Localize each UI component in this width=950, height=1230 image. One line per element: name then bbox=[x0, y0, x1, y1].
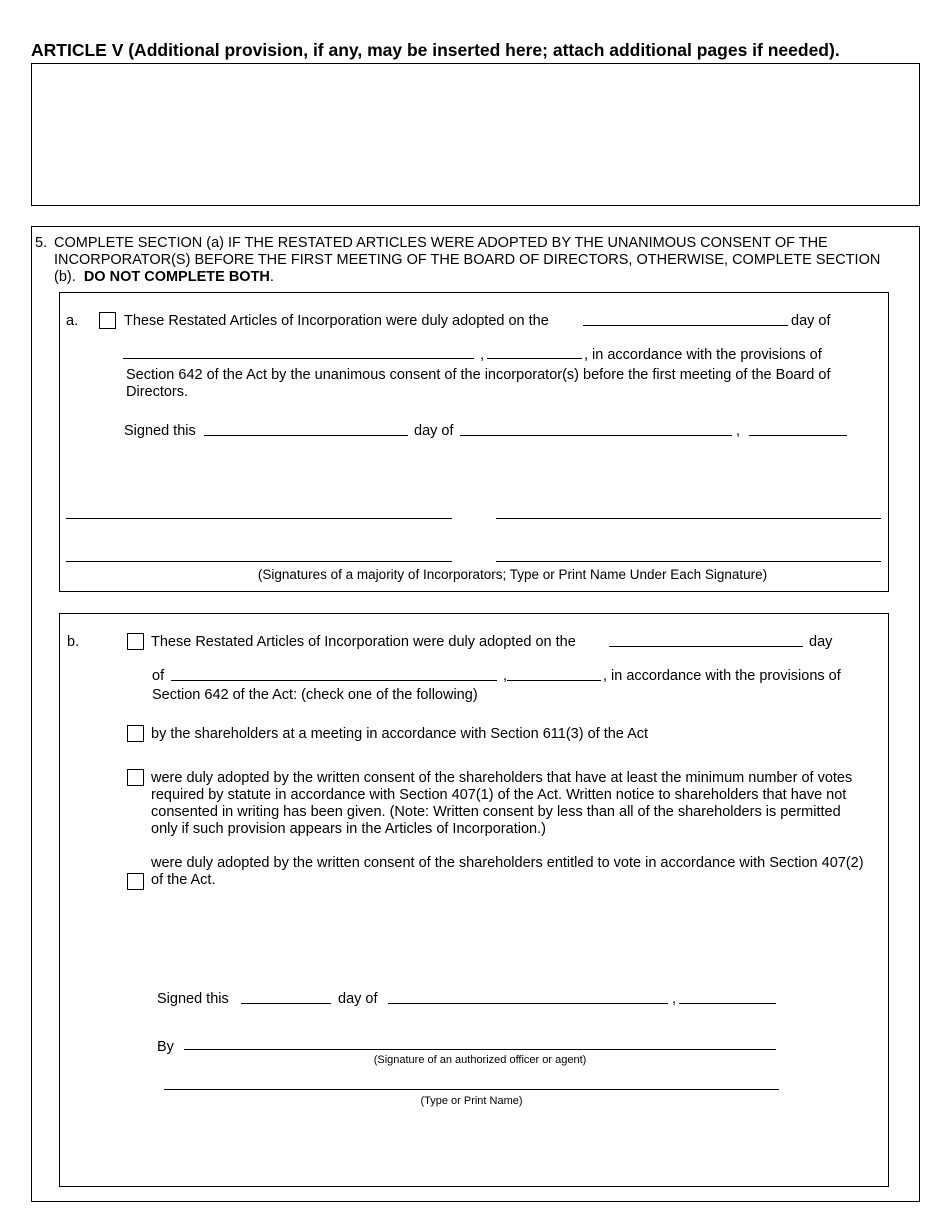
section-a-section-642-text: Section 642 of the Act by the unanimous consent of the incorporator(s) before the first meeting of the Board of Directors. bbox=[126, 367, 831, 400]
section-a-signed-month-field[interactable] bbox=[460, 435, 732, 436]
section-a-comma: , bbox=[480, 347, 485, 363]
incorporator-signature-line-2[interactable] bbox=[496, 518, 881, 519]
section-b-day-field[interactable] bbox=[609, 646, 803, 647]
authorized-officer-signature-line[interactable] bbox=[184, 1049, 776, 1050]
article-v-text-area[interactable] bbox=[31, 63, 920, 206]
option-shareholders-meeting-checkbox[interactable] bbox=[127, 725, 144, 742]
section-a-signed-day-of-label: day of bbox=[414, 423, 454, 439]
section-a-adopted-text: These Restated Articles of Incorporation were duly adopted on the bbox=[124, 313, 549, 329]
section-b-section-642-text: Section 642 of the Act: (check one of the following) bbox=[152, 687, 478, 703]
section-b-adopted-text: These Restated Articles of Incorporation were duly adopted on the bbox=[151, 634, 576, 650]
section-b-signed-month-field[interactable] bbox=[388, 1003, 668, 1004]
option-written-consent-entitled-text: were duly adopted by the written consent of the shareholders entitled to vote in accordance with Section 407(2) of the Act. bbox=[151, 855, 864, 888]
section-a-day-of-label: day of bbox=[791, 313, 831, 329]
section-5-number: 5. bbox=[35, 235, 48, 251]
print-name-caption: (Type or Print Name) bbox=[420, 1095, 523, 1107]
section-b-signed-this-label: Signed this bbox=[157, 991, 229, 1007]
option-written-consent-entitled-checkbox[interactable] bbox=[127, 873, 144, 890]
section-b-by-label: By bbox=[157, 1039, 174, 1055]
section-a-year-field[interactable] bbox=[487, 358, 582, 359]
option-shareholders-meeting-text: by the shareholders at a meeting in accordance with Section 611(3) of the Act bbox=[151, 726, 649, 742]
section-b-label: b. bbox=[67, 634, 80, 650]
authorized-officer-signature-caption: (Signature of an authorized officer or agent) bbox=[373, 1054, 587, 1066]
section-a-signature-caption: (Signatures of a majority of Incorporators; Type or Print Name Under Each Signature) bbox=[257, 567, 768, 582]
section-b-day-label: day bbox=[809, 634, 833, 650]
section-a-signed-this-label: Signed this bbox=[124, 423, 196, 439]
section-a-box bbox=[59, 292, 889, 592]
section-b-month-field[interactable] bbox=[171, 680, 497, 681]
section-b-signed-year-field[interactable] bbox=[679, 1003, 776, 1004]
section-b-signed-day-field[interactable] bbox=[241, 1003, 331, 1004]
article-v-heading: ARTICLE V (Additional provision, if any, may be inserted here; attach additional pages if needed). bbox=[31, 40, 840, 60]
section-a-signed-comma: , bbox=[736, 423, 741, 439]
section-b-provisions-text: , in accordance with the provisions of bbox=[603, 668, 841, 684]
option-written-consent-minimum-checkbox[interactable] bbox=[127, 769, 144, 786]
section-b-of-label: of bbox=[152, 668, 165, 684]
print-name-line[interactable] bbox=[164, 1089, 779, 1090]
section-b-checkbox[interactable] bbox=[127, 633, 144, 650]
section-a-checkbox[interactable] bbox=[99, 312, 116, 329]
option-written-consent-minimum-text: were duly adopted by the written consent of the shareholders that have at least the minimum number of votes required by statute in accordance with Section 407(1) of the Act. Written notice to shareholders that have not consented in writing has been given. (Note: Written consent by less than all of the shareholders is permitted only if such provision appears in the Articles of Incorporation.) bbox=[151, 770, 853, 837]
section-a-day-field[interactable] bbox=[583, 325, 788, 326]
section-b-year-field[interactable] bbox=[507, 680, 601, 681]
section-a-month-field[interactable] bbox=[123, 358, 474, 359]
section-a-label: a. bbox=[66, 313, 79, 329]
section-5-instructions: COMPLETE SECTION (a) IF THE RESTATED ARTICLES WERE ADOPTED BY THE UNANIMOUS CONSENT OF THE INCORPORATOR(S) BEFORE THE FIRST MEETING OF THE BOARD OF DIRECTORS, OTHERWISE, COMPLETE SECTION (b). DO NOT COMPLETE BOTH. bbox=[54, 235, 881, 285]
incorporator-name-line-2[interactable] bbox=[496, 561, 881, 562]
do-not-complete-both: DO NOT COMPLETE BOTH bbox=[83, 269, 270, 285]
section-a-provisions-text: , in accordance with the provisions of bbox=[584, 347, 822, 363]
section-b-comma: , bbox=[503, 668, 508, 684]
incorporator-signature-line-1[interactable] bbox=[66, 518, 452, 519]
section-a-signed-year-field[interactable] bbox=[749, 435, 847, 436]
section-a-signed-day-field[interactable] bbox=[204, 435, 408, 436]
incorporator-name-line-1[interactable] bbox=[66, 561, 452, 562]
section-b-signed-day-of-label: day of bbox=[338, 991, 378, 1007]
section-b-signed-comma: , bbox=[672, 991, 677, 1007]
